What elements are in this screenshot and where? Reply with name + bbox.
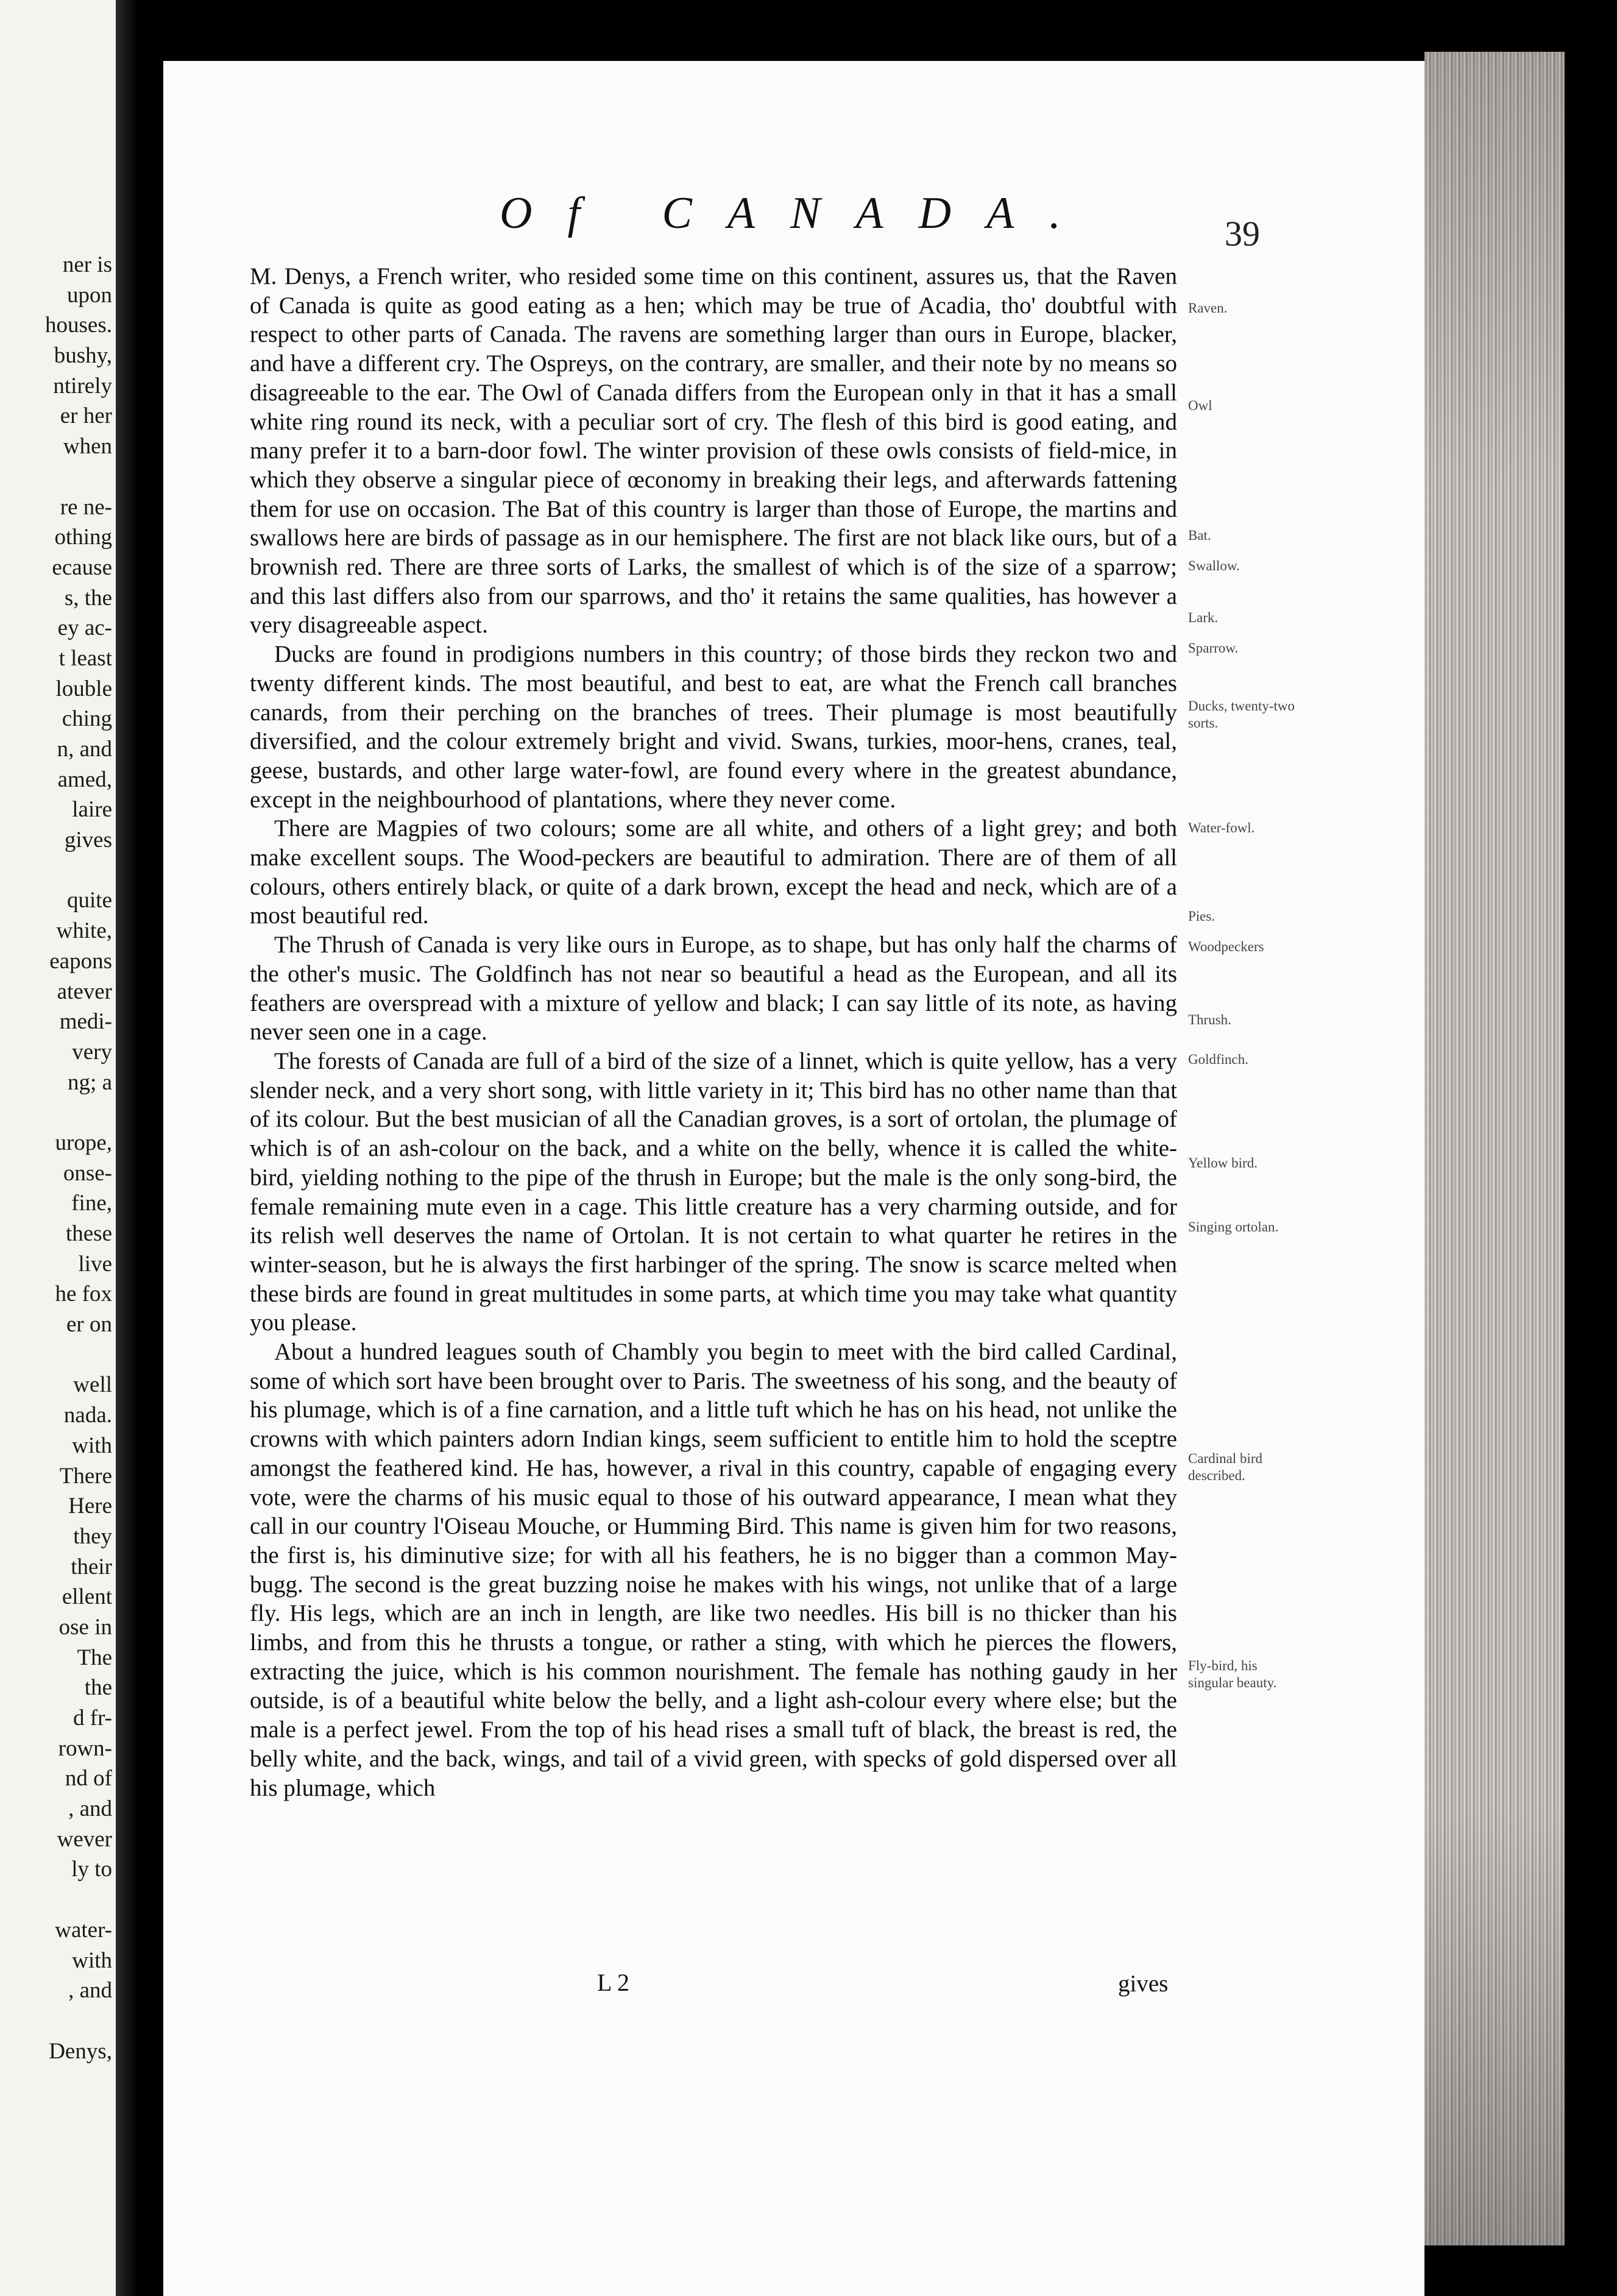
previous-page-line: amed,	[57, 767, 112, 792]
previous-page-line: d fr-	[73, 1706, 112, 1731]
previous-page-line: , and	[68, 1978, 112, 2004]
previous-page-line: bushy,	[54, 343, 112, 369]
previous-page-line: er on	[66, 1312, 112, 1338]
signature-mark: L 2	[597, 1969, 629, 1996]
previous-page-line: Here	[68, 1493, 112, 1519]
margin-note: Cardinal bird described.	[1188, 1451, 1262, 1483]
previous-page-line: ching	[62, 706, 112, 732]
previous-page-line: rown-	[58, 1735, 112, 1761]
margin-note: Fly-bird, his singular beauty.	[1188, 1658, 1277, 1690]
previous-page-line: ng; a	[68, 1069, 112, 1095]
previous-page-line: laire	[72, 797, 112, 823]
previous-page-line: er her	[60, 403, 112, 429]
previous-page-line	[2, 1340, 112, 1370]
previous-page-line	[2, 1885, 112, 1915]
margin-note: Woodpeckers	[1188, 939, 1264, 954]
previous-page-line	[2, 1097, 112, 1128]
running-header: Of CANADA.	[500, 188, 1096, 238]
body-text	[250, 262, 1177, 1802]
previous-page-line: ly to	[71, 1857, 112, 1882]
previous-page-line: onse-	[63, 1160, 112, 1186]
previous-page-line: louble	[55, 676, 112, 701]
previous-page-line: othing	[54, 525, 112, 550]
previous-page-line: ntirely	[53, 373, 112, 399]
page-edge-shadow	[1424, 52, 1565, 2245]
previous-page-line: Denys,	[49, 2038, 112, 2064]
previous-page-line: ellent	[62, 1584, 112, 1610]
previous-page-line: these	[65, 1221, 112, 1246]
margin-note: Ducks, twenty-two sorts.	[1188, 698, 1295, 731]
previous-page-line: houses.	[45, 313, 112, 338]
previous-page-fragment	[0, 0, 116, 2296]
previous-page-line: with	[72, 1947, 112, 1973]
margin-note: Water-fowl.	[1188, 820, 1255, 835]
paragraph: M. Denys, a French writer, who resided some time on this continent, assures us, that the Raven of Canada is quite as good eating as a hen; which may be true of Acadia, tho' doubtful with respect to other parts of Canada. The ravens are something larger than ours in Europe, blacker, and have a different cry. The Ospreys, on the contrary, are smaller, and their note by no means so disagreeable to the ear. The Owl of Canada differs from the European only in that it has a small white ring round its neck, with a peculiar sort of cry. The flesh of this bird is good eating, and many prefer it to a barn-door fowl. The winter provision of these owls consists of field-mice, in which they observe a singular piece of œconomy in breaking their legs, and afterwards fattening them for use on occasion. The Bat of this country is larger than those of Europe, the martins and swallows here are birds of passage as in our hemisphere. The first are not black like ours, but of a brownish red. There are three sorts of Larks, the smallest of which is of the size of a sparrow; and this last differs also from our sparrows, and tho' it retains the same qualities, has however a very disagreeable aspect.	[250, 263, 1177, 639]
margin-note: Lark.	[1188, 610, 1219, 625]
previous-page-line: they	[73, 1523, 112, 1549]
previous-page-line: upon	[67, 282, 112, 308]
previous-page-line: water-	[55, 1917, 112, 1943]
page-number: 39	[1225, 214, 1260, 253]
previous-page-line: white,	[56, 918, 112, 944]
previous-page-line: t least	[58, 645, 112, 671]
previous-page-line	[2, 2006, 112, 2036]
margin-note: Raven.	[1188, 300, 1228, 316]
previous-page-line: fine,	[71, 1191, 112, 1216]
previous-page-line: nd of	[65, 1766, 112, 1791]
previous-page-line: very	[72, 1039, 112, 1065]
previous-page-line	[2, 856, 112, 886]
margin-note: Bat.	[1188, 528, 1211, 543]
previous-page-line: ecause	[52, 555, 112, 580]
paragraph: The Thrush of Canada is very like ours in Europe, as to shape, but has only half the charms of the other's music. The Goldfinch has not near so beautiful a head as the European, and all its feathers are overspread with a mixture of yellow and black; I can say little of its note, as having never seen one in a cage.	[250, 932, 1177, 1046]
paragraph: Ducks are found in prodigions numbers in this country; of those birds they reckon two and twenty different kinds. The most beautiful, and best to eat, are what the French call branches canards, from their perching on the branches of trees. Their plumage is most beautifully diversified, and the colour extremely bright and vivid. Swans, turkies, moor-hens, cranes, teal, geese, bustards, and other large water-fowl, are found every where in the greatest abundance, except in the neighbourhood of plantations, where they never come.	[250, 641, 1177, 813]
margin-note: Owl	[1188, 398, 1212, 413]
previous-page-text	[2, 250, 112, 2066]
previous-page-line: live	[78, 1251, 112, 1277]
previous-page-line: eapons	[49, 948, 112, 974]
previous-page-line: atever	[57, 979, 112, 1004]
paragraph: There are Magpies of two colours; some are all white, and others of a light grey; and both make excellent soups. The Wood-peckers are beautiful to admiration. There are of them of all colours, others entirely black, or quite of a dark brown, except the head and neck, which are of a most beautiful red.	[250, 815, 1177, 929]
previous-page-line: n, and	[57, 737, 112, 762]
previous-page-line: their	[71, 1554, 112, 1579]
previous-page-line: s, the	[64, 585, 112, 611]
margin-note: Swallow.	[1188, 558, 1240, 573]
previous-page-line: well	[73, 1372, 112, 1398]
previous-page-line: when	[63, 434, 112, 459]
previous-page-line: ey ac-	[57, 615, 112, 641]
margin-note: Pies.	[1188, 909, 1215, 924]
previous-page-line: ner is	[62, 252, 112, 277]
previous-page-line: gives	[64, 827, 112, 853]
previous-page-line: the	[84, 1675, 112, 1701]
previous-page-line: nada.	[63, 1403, 112, 1428]
previous-page-line: quite	[67, 888, 112, 913]
margin-note: Yellow bird.	[1188, 1155, 1258, 1171]
previous-page-line: medi-	[59, 1009, 112, 1035]
book-gutter	[116, 0, 152, 2296]
margin-note: Singing ortolan.	[1188, 1219, 1279, 1235]
margin-note: Thrush.	[1188, 1012, 1231, 1027]
margin-note: Sparrow.	[1188, 640, 1239, 656]
previous-page-line: ose in	[58, 1614, 112, 1640]
previous-page-line: There	[59, 1463, 112, 1489]
catchword: gives	[1118, 1971, 1169, 1997]
paragraph: About a hundred leagues south of Chambly you begin to meet with the bird called Cardinal, some of which sort have been brought over to Paris. The sweetness of his song, and the beauty of his plumage, which is of a fine carnation, and a little tuft which he has on his head, not unlike the crowns with which painters adorn Indian kings, seem sufficient to entitle him to hold the sceptre amongst the feathered kind. He has, however, a rival in this country, capable of engaging every vote, were the charms of his music equal to those of his outward appearance, I mean what they call in our country l'Oiseau Mouche, or Humming Bird. This name is given him for two reasons, the first is, his diminutive size; for with all his feathers, he is no bigger than a common May-bugg. The second is the great buzzing noise he makes with his wings, not unlike that of a large fly. His legs, which are an inch in length, are like two needles. His bill is no thicker than his limbs, and from this he thrusts a tongue, or rather a sting, with which he pierces the flowers, extracting the juice, which is his common nourishment. The female has nothing gaudy in her outside, is of a beautiful white below the belly, and a light ash-colour every where else; but the male is a perfect jewel. From the top of his head rises a small tuft of black, the breast is red, the belly white, and the back, wings, and tail of a vivid green, with specks of gold dispersed over all his plumage, which	[250, 1339, 1177, 1801]
previous-page-line	[2, 462, 112, 492]
previous-page-line: re ne-	[60, 494, 112, 520]
previous-page-line: wever	[57, 1826, 112, 1852]
previous-page-line: The	[77, 1645, 112, 1670]
previous-page-line: with	[72, 1433, 112, 1458]
paragraph: The forests of Canada are full of a bird of the size of a linnet, which is quite yellow, has a very slender neck, and a very short song, with little variety in it; This bird has no other name than that of its colour. But the best musician of all the Canadian groves, is a sort of ortolan, the plumage of which is of an ash-colour on the back, and a white on the belly, whence it is called the white-bird, yielding nothing to the pipe of the thrush in Europe; but the male is the only song-bird, the female remaining mute even in a cage. This little creature has a very charming outside, and for its relish well deserves the name of Ortolan. It is not certain to what quarter he retires in the winter-season, but he is always the first harbinger of the spring. The snow is scarce melted when these birds are found in great multitudes in some parts, at which time you may take what quantity you please.	[250, 1047, 1177, 1336]
margin-note: Goldfinch.	[1188, 1052, 1249, 1067]
previous-page-line: , and	[68, 1796, 112, 1822]
previous-page-line: urope,	[55, 1130, 112, 1155]
previous-page-line: he fox	[55, 1281, 112, 1307]
